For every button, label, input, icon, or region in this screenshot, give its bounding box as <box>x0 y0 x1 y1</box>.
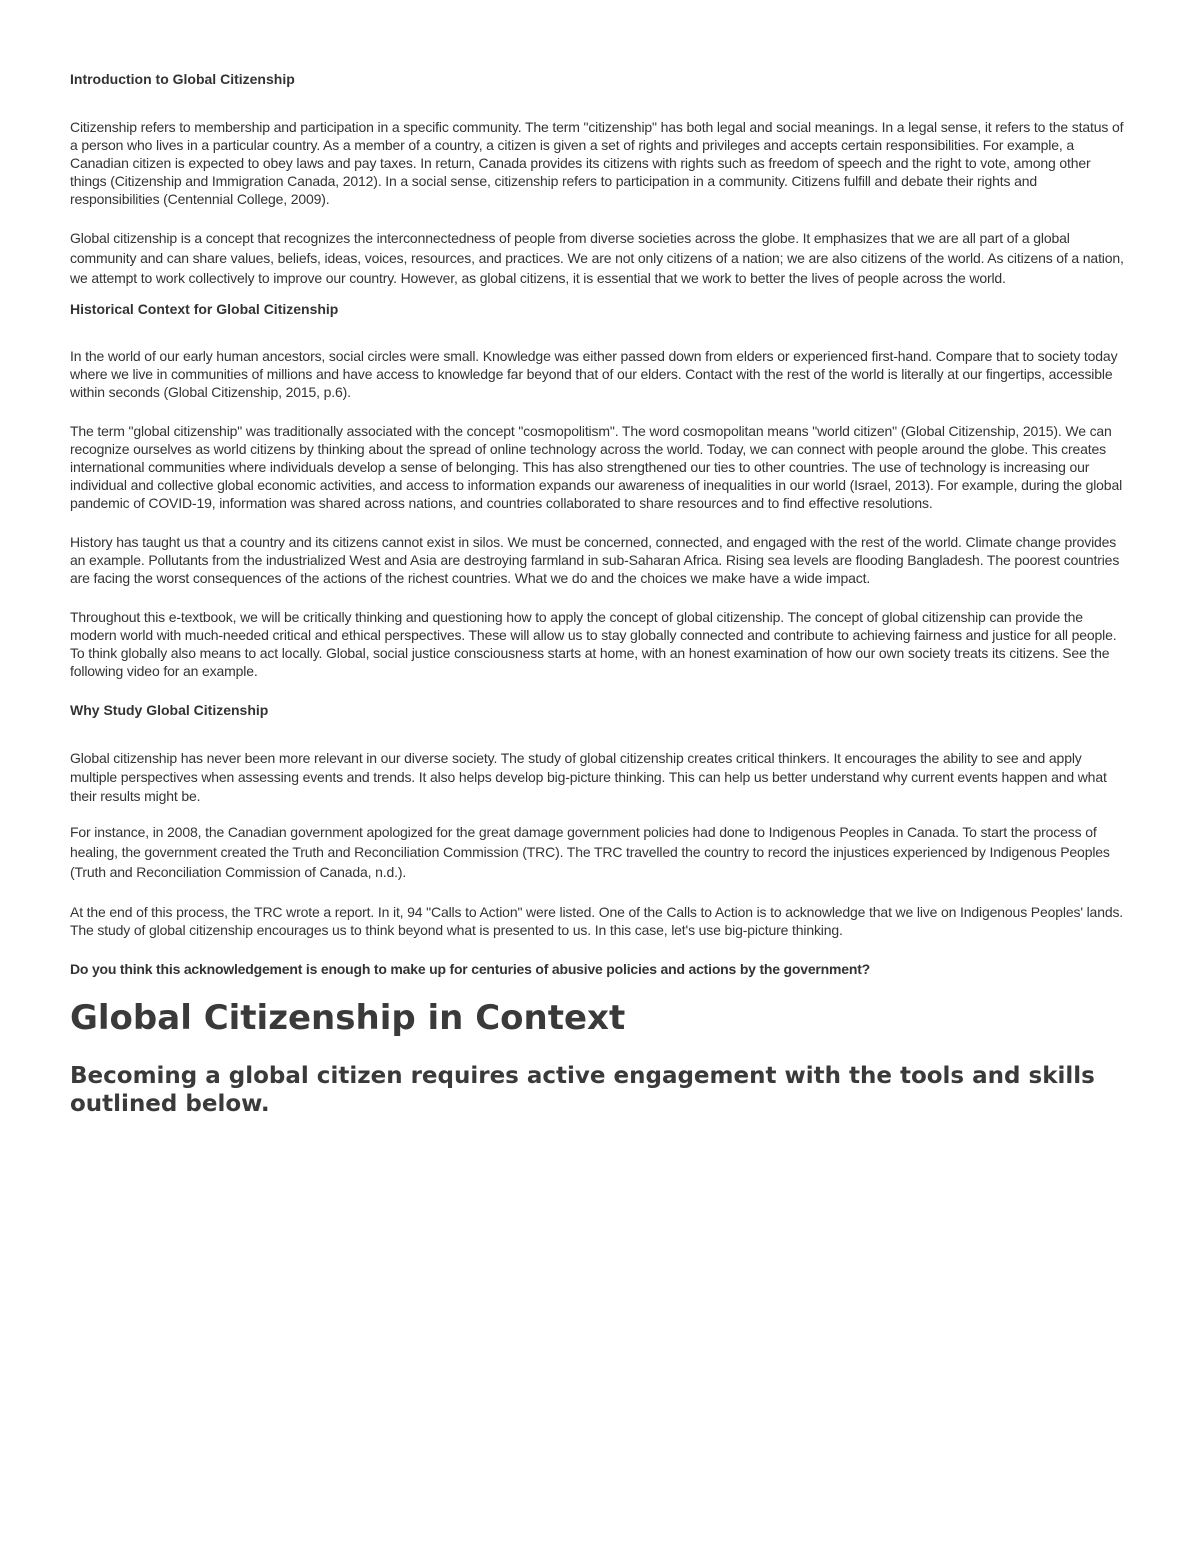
paragraph-silos: History has taught us that a country and its citizens cannot exist in silos. We must be concerned, connected, and engaged with the rest of the world. Climate change provides an example. Pollutants from the industrialized West and Asia are destroying farmland in sub-Saharan Africa. Rising sea levels are flooding Bangladesh. The poorest countries are facing the worst consequences of the actions of the richest countries. What we do and the choices we make have a wide impact. <box>70 534 1120 586</box>
reflection-question: Do you think this acknowledgement is enough to make up for centuries of abusive policies and actions by the government? <box>70 961 871 977</box>
paragraph-global-citizenship-concept: Global citizenship is a concept that recognizes the interconnectedness of people from diverse societies across the globe. It emphasizes that we are all part of a global community and can share values, beliefs, ideas, voices, resources, and practices. We are not only citizens of a nation; we are also citizens of the world. As citizens of a nation, we attempt to work collectively to improve our country. However, as global citizens, it is essential that we work to better the lives of people across the world. <box>70 230 1124 286</box>
document-page <box>70 70 1130 1118</box>
paragraph-early-ancestors: In the world of our early human ancestors, social circles were small. Knowledge was either passed down from elders or experienced first-hand. Compare that to society today where we live in communities of millions and have access to knowledge far beyond that of our elders. Contact with the rest of the world is literally at our fingertips, accessible within seconds (Global Citizenship, 2015, p.6). <box>70 348 1118 400</box>
chapter-subtitle: Becoming a global citizen requires active engagement with the tools and skills outlined below. <box>70 1063 1095 1117</box>
chapter-title: Global Citizenship in Context <box>70 998 626 1038</box>
paragraph-e-textbook: Throughout this e-textbook, we will be critically thinking and questioning how to apply the concept of global citizenship. The concept of global citizenship can provide the modern world with much-needed critical and ethical perspectives. These will allow us to stay globally connected and contribute to achieving fairness and justice for all people. To think globally also means to act locally. Global, social justice consciousness starts at home, with an honest examination of how our own society treats its citizens. See the following video for an example. <box>70 609 1117 679</box>
paragraph-trc-apology: For instance, in 2008, the Canadian government apologized for the great damage government policies had done to Indigenous Peoples in Canada. To start the process of healing, the government created the Truth and Reconciliation Commission (TRC). The TRC travelled the country to record the injustices experienced by Indigenous Peoples (Truth and Reconciliation Commission of Canada, n.d.). <box>70 824 1110 880</box>
paragraph-cosmopolitism: The term "global citizenship" was traditionally associated with the concept "cosmopolitism". The word cosmopolitan means "world citizen" (Global Citizenship, 2015). We can recognize ourselves as world citizens by thinking about the spread of online technology across the world. Today, we can connect with people around the globe. This creates international communities where individuals develop a sense of belonging. This has also strengthened our ties to other countries. The use of technology is increasing our individual and collective global economic activities, and access to information expands our awareness of inequalities in our world (Israel, 2013). For example, during the global pandemic of COVID-19, information was shared across nations, and countries collaborated to share resources and to find effective resolutions. <box>70 423 1123 511</box>
paragraph-citizenship-definition: Citizenship refers to membership and participation in a specific community. The term "citizenship" has both legal and social meanings. In a legal sense, it refers to the status of a person who lives in a particular country. As a member of a country, a citizen is given a set of rights and privileges and accepts certain responsibilities. For example, a Canadian citizen is expected to obey laws and pay taxes. In return, Canada provides its citizens with rights such as freedom of speech and the right to vote, among other things (Citizenship and Immigration Canada, 2012). In a social sense, citizenship refers to participation in a community. Citizens fulfill and debate their rights and responsibilities (Centennial College, 2009). <box>70 119 1124 207</box>
section-heading-introduction: Introduction to Global Citizenship <box>70 71 295 87</box>
paragraph-calls-to-action: At the end of this process, the TRC wrote a report. In it, 94 "Calls to Action" were listed. One of the Calls to Action is to acknowledge that we live on Indigenous Peoples' lands. The study of global citizenship encourages us to think beyond what is presented to us. In this case, let's use big-picture thinking. <box>70 904 1124 938</box>
section-heading-why-study: Why Study Global Citizenship <box>70 702 269 718</box>
section-heading-historical-context: Historical Context for Global Citizenship <box>70 301 339 317</box>
paragraph-relevance: Global citizenship has never been more relevant in our diverse society. The study of global citizenship creates critical thinkers. It encourages the ability to see and apply multiple perspectives when assessing events and trends. It also helps develop big-picture thinking. This can help us better understand why current events happen and what their results might be. <box>70 750 1107 804</box>
